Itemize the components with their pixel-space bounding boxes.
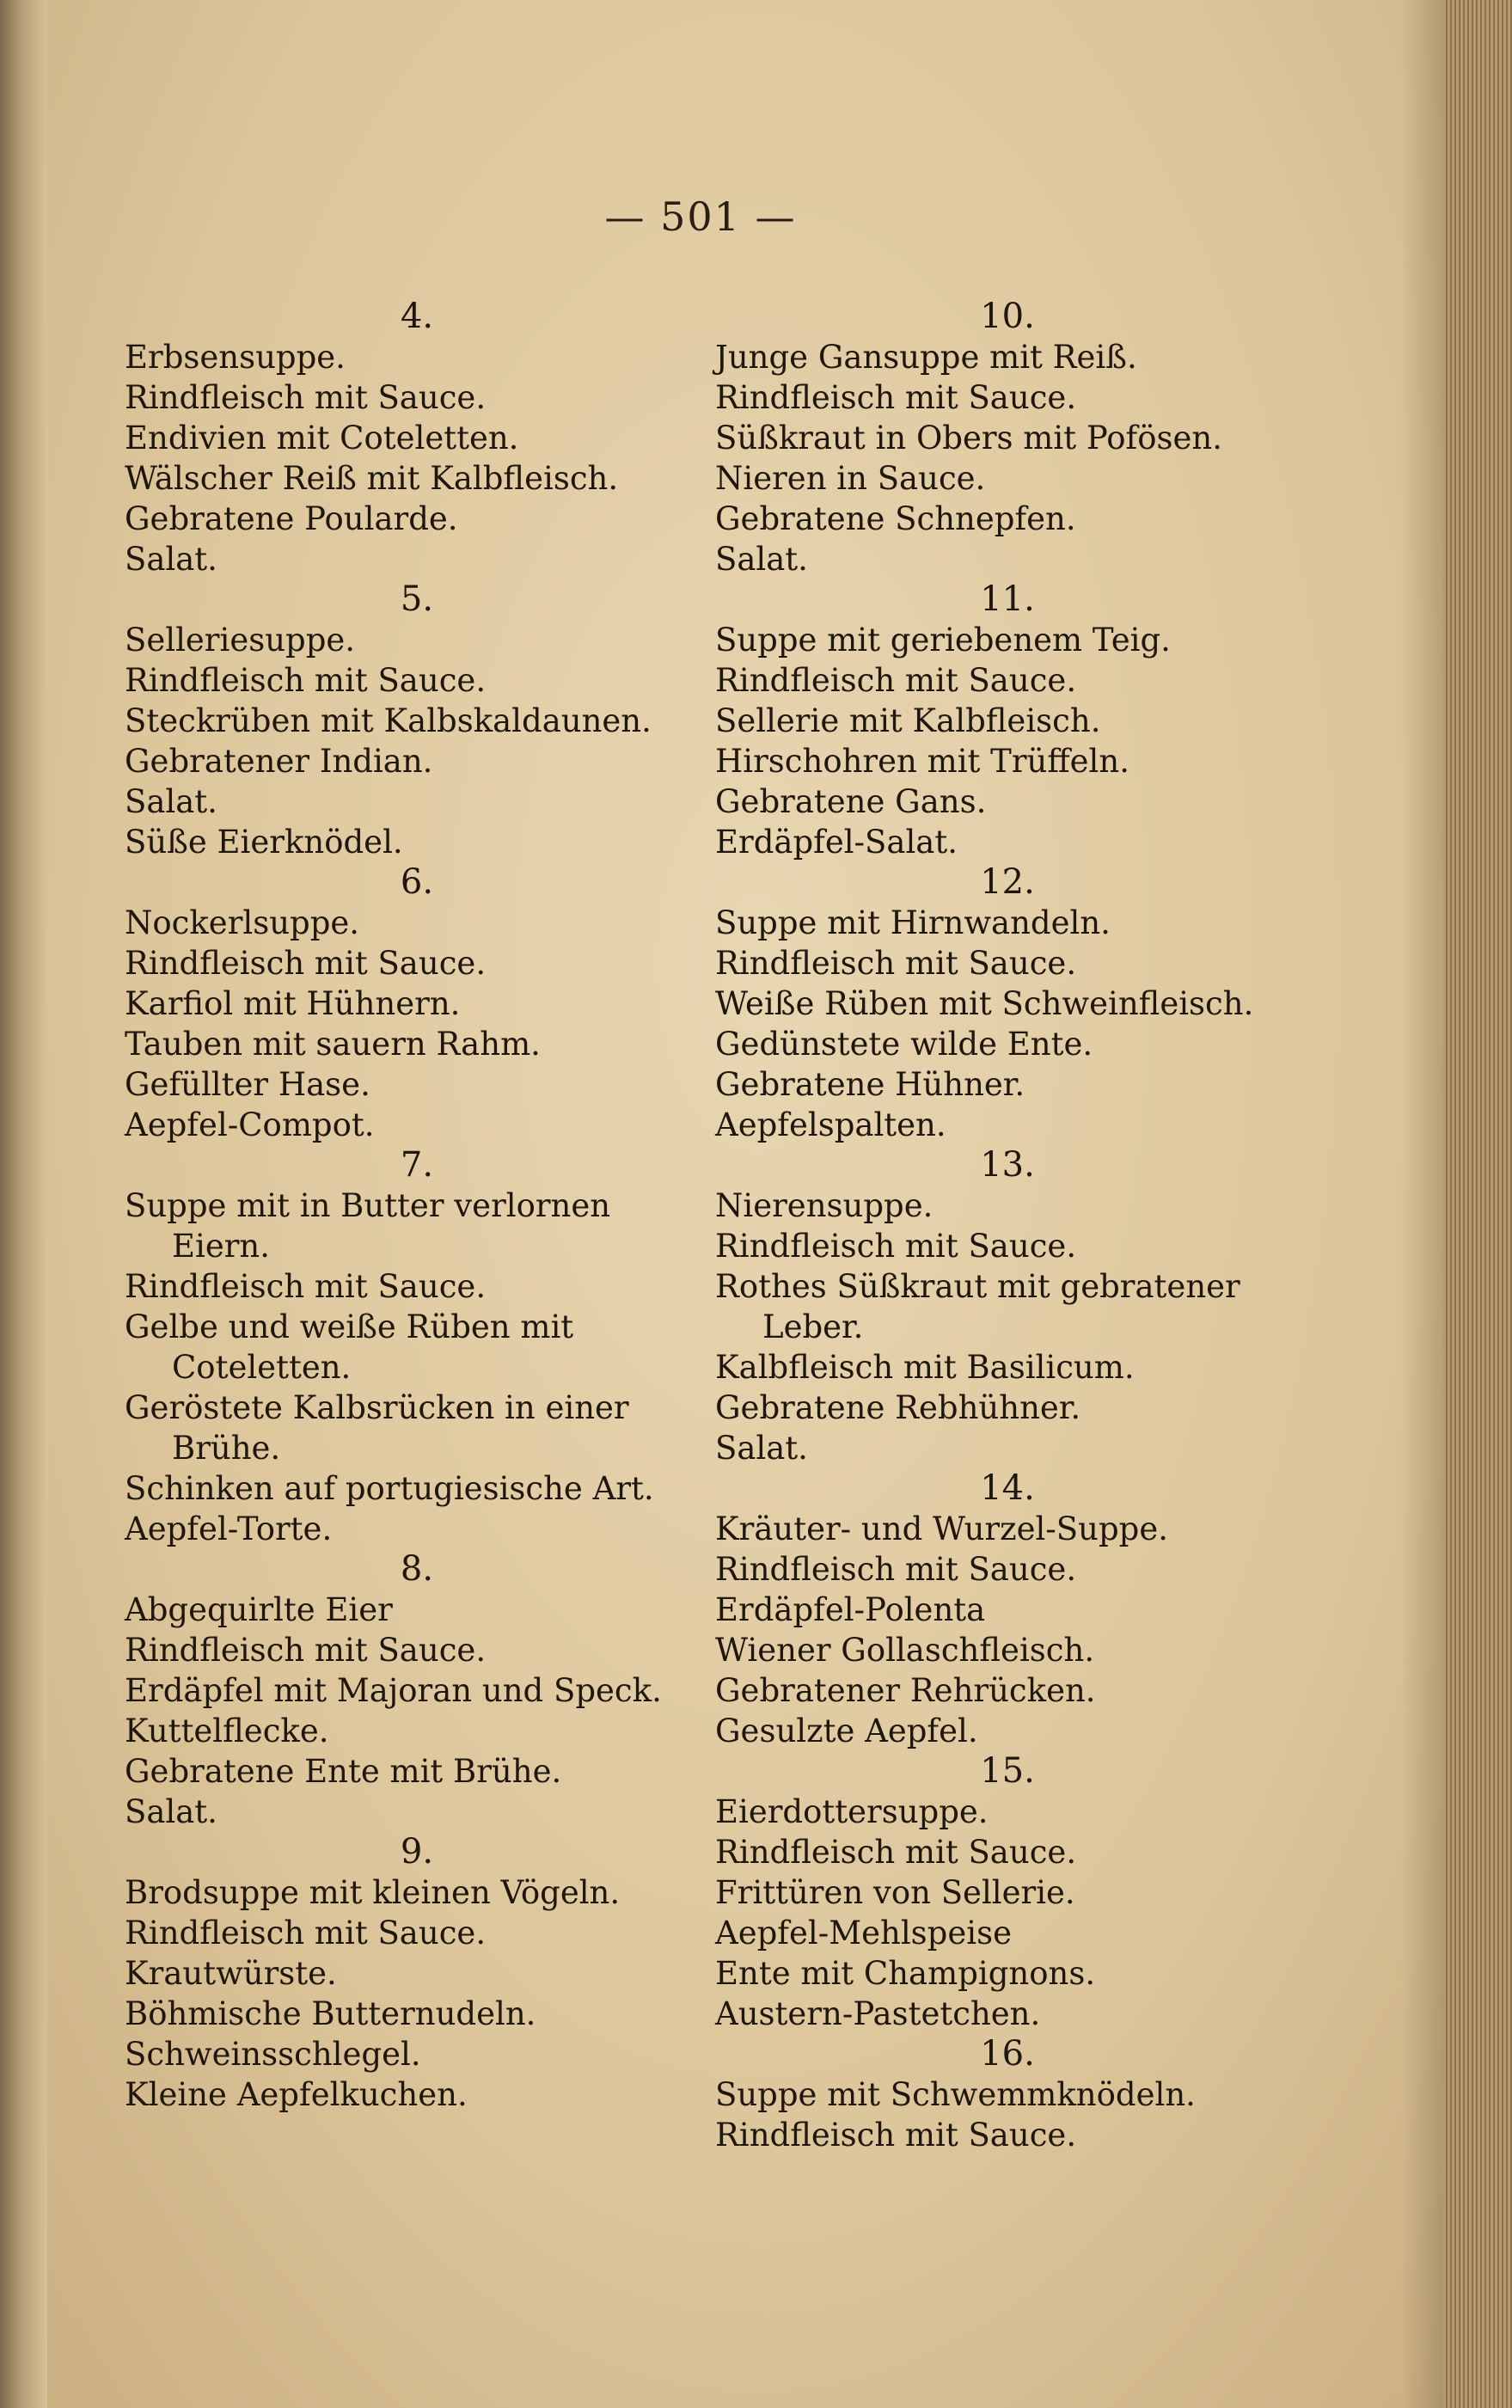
menu-item: Suppe mit Schwemmknödeln. [715, 2076, 1196, 2113]
menu-item: Schweinsschlegel. [125, 2036, 421, 2073]
menu-number: 7. [400, 1145, 434, 1185]
menu-item: Endivien mit Coteletten. [125, 420, 519, 456]
page-edges [1443, 0, 1512, 2408]
menu-item: Rindfleisch mit Sauce. [715, 1228, 1077, 1265]
menu-number: 9. [400, 1832, 434, 1872]
menu-item: Sellerie mit Kalbfleisch. [715, 702, 1101, 739]
menu-item: Kräuter- und Wurzel-Suppe. [715, 1510, 1169, 1547]
menu-item: Rindfleisch mit Sauce. [715, 379, 1077, 416]
menu-item: Brodsuppe mit kleinen Vögeln. [125, 1874, 621, 1911]
menu-item: Aepfel-Torte. [125, 1510, 333, 1547]
menu-block [125, 1549, 709, 1832]
menu-item: Gebratene Gans. [715, 783, 987, 820]
menu-item: Süße Eierknödel. [125, 824, 403, 861]
menu-number: 14. [980, 1468, 1035, 1508]
menu-block [715, 579, 1300, 862]
menu-item: Gesulzte Aepfel. [715, 1713, 978, 1749]
menu-block [715, 297, 1300, 579]
menu-item: Kleine Aepfelkuchen. [125, 2076, 468, 2113]
menu-item: Eierdottersuppe. [715, 1793, 989, 1830]
menu-item: Frittüren von Sellerie. [715, 1874, 1075, 1911]
menu-item: Karfiol mit Hühnern. [125, 985, 461, 1022]
menu-item: Ente mit Champignons. [715, 1955, 1096, 1992]
menu-number: 12. [980, 862, 1035, 902]
menu-item: Gelbe und weiße Rüben mit Coteletten. [125, 1308, 574, 1386]
menu-item: Rindfleisch mit Sauce. [715, 662, 1077, 699]
menu-item: Aepfel-Compot. [125, 1106, 375, 1143]
menu-item: Gedünstete wilde Ente. [715, 1026, 1093, 1063]
menu-number: 8. [400, 1549, 434, 1589]
menu-item: Rindfleisch mit Sauce. [715, 1551, 1077, 1588]
page-number: — 501 — [604, 193, 797, 240]
menu-item: Schinken auf portugiesische Art. [125, 1470, 654, 1507]
menu-item: Gebratene Ente mit Brühe. [125, 1753, 562, 1790]
menu-number: 6. [400, 862, 434, 902]
menu-item: Tauben mit sauern Rahm. [125, 1026, 541, 1063]
menu-item: Abgequirlte Eier [125, 1591, 393, 1628]
menu-number: 10. [980, 297, 1035, 336]
menu-item: Selleriesuppe. [125, 622, 356, 659]
menu-item: Erdäpfel mit Majoran und Speck. [125, 1672, 662, 1709]
menu-item: Rindfleisch mit Sauce. [715, 2117, 1077, 2154]
right-column [715, 297, 1300, 2155]
menu-item: Weiße Rüben mit Schweinfleisch. [715, 985, 1254, 1022]
menu-item: Rindfleisch mit Sauce. [125, 1915, 487, 1952]
menu-item: Rindfleisch mit Sauce. [125, 662, 487, 699]
book-gutter [0, 0, 47, 2408]
menu-block [715, 2034, 1300, 2155]
menu-item: Böhmische Butternudeln. [125, 1995, 536, 2032]
menu-item: Suppe mit geriebenem Teig. [715, 622, 1171, 659]
menu-number: 16. [980, 2034, 1035, 2074]
menu-item: Nockerlsuppe. [125, 904, 360, 941]
menu-item: Wälscher Reiß mit Kalbfleisch. [125, 460, 619, 497]
menu-item: Aepfelspalten. [715, 1106, 946, 1143]
menu-item: Salat. [715, 1430, 808, 1467]
menu-item: Salat. [125, 1793, 217, 1830]
menu-item: Rindfleisch mit Sauce. [125, 379, 487, 416]
menu-item: Rindfleisch mit Sauce. [125, 1632, 487, 1669]
menu-item: Geröstete Kalbsrücken in einer Brühe. [125, 1389, 629, 1467]
menu-item: Kuttelflecke. [125, 1713, 329, 1749]
menu-block [715, 1145, 1300, 1468]
menu-block [125, 1832, 709, 2115]
menu-item: Erbsensuppe. [125, 339, 346, 376]
menu-item: Gebratener Indian. [125, 743, 433, 780]
menu-item: Salat. [715, 541, 808, 578]
menu-block [125, 862, 709, 1145]
menu-item: Wiener Gollaschfleisch. [715, 1632, 1095, 1669]
menu-number: 5. [400, 579, 434, 619]
menu-item: Rindfleisch mit Sauce. [715, 945, 1077, 982]
menu-block [125, 579, 709, 862]
menu-number: 4. [400, 297, 434, 336]
left-column [125, 297, 709, 2115]
menu-item: Rindfleisch mit Sauce. [125, 1268, 487, 1305]
page-shadow [1400, 0, 1443, 2408]
menu-block [125, 1145, 709, 1549]
menu-item: Erdäpfel-Salat. [715, 824, 958, 861]
menu-item: Kalbfleisch mit Basilicum. [715, 1349, 1135, 1386]
menu-number: 11. [980, 579, 1035, 619]
menu-item: Steckrüben mit Kalbskaldaunen. [125, 702, 652, 739]
menu-item: Salat. [125, 783, 217, 820]
menu-item: Gebratene Hühner. [715, 1066, 1025, 1103]
menu-item: Gebratener Rehrücken. [715, 1672, 1096, 1709]
menu-item: Erdäpfel-Polenta [715, 1591, 986, 1628]
menu-item: Austern-Pastetchen. [715, 1995, 1041, 2032]
menu-block [715, 862, 1300, 1145]
menu-item: Hirschohren mit Trüffeln. [715, 743, 1129, 780]
menu-item: Aepfel-Mehlspeise [715, 1915, 1012, 1952]
menu-item: Suppe mit Hirnwandeln. [715, 904, 1111, 941]
menu-number: 13. [980, 1145, 1035, 1185]
menu-item: Rindfleisch mit Sauce. [125, 945, 487, 982]
menu-item: Gebratene Poularde. [125, 500, 458, 537]
menu-item: Junge Gansuppe mit Reiß. [715, 339, 1137, 376]
menu-block [125, 297, 709, 579]
menu-item: Rothes Süßkraut mit gebratener Leber. [715, 1268, 1240, 1345]
menu-block [715, 1751, 1300, 2034]
menu-block [715, 1468, 1300, 1751]
menu-item: Gebratene Rebhühner. [715, 1389, 1081, 1426]
menu-item: Krautwürste. [125, 1955, 337, 1992]
menu-item: Suppe mit in Butter verlornen Eiern. [125, 1187, 611, 1265]
menu-item: Nierensuppe. [715, 1187, 934, 1224]
menu-item: Süßkraut in Obers mit Pofösen. [715, 420, 1222, 456]
menu-item: Rindfleisch mit Sauce. [715, 1834, 1077, 1871]
menu-item: Gefüllter Hase. [125, 1066, 370, 1103]
menu-item: Nieren in Sauce. [715, 460, 986, 497]
menu-item: Gebratene Schnepfen. [715, 500, 1076, 537]
menu-item: Salat. [125, 541, 217, 578]
menu-number: 15. [980, 1751, 1035, 1791]
